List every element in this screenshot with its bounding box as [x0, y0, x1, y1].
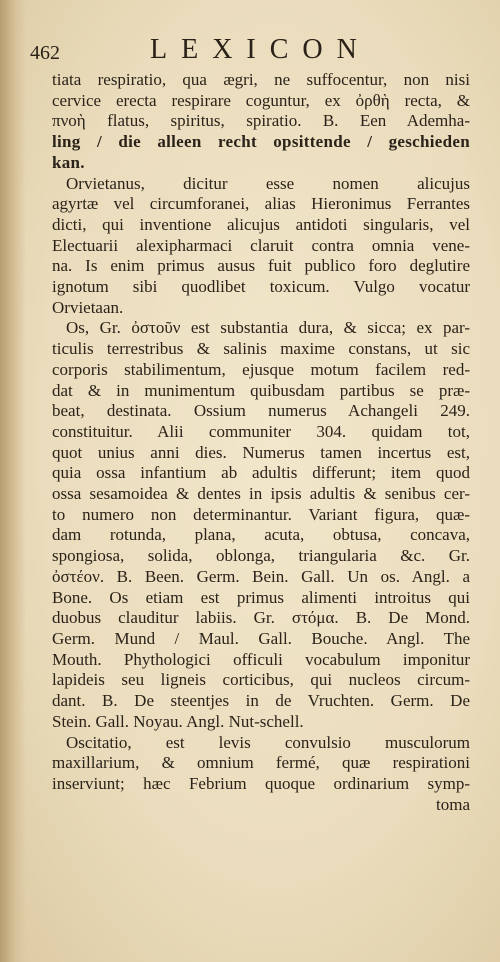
text-line: corporis stabilimentum, ejusque motum facilem red- — [52, 359, 470, 379]
running-head: LEXICON — [150, 34, 371, 65]
text-line: Oscitatio, est levis convulsio musculorum — [66, 732, 470, 752]
text-line: dicti, qui inventione alicujus antidoti singularis, vel — [52, 214, 470, 234]
text-line: πνοὴ flatus, spiritus, spiratio. B. Een Ademha- — [52, 111, 470, 131]
text-line: to numero non determinantur. Variant figura, quæ- — [52, 504, 470, 524]
text-line: Bone. Os etiam est primus alimenti introitus qui — [52, 587, 470, 607]
text-line: ling / die alleen recht opsittende / geschieden — [52, 132, 470, 152]
text-line: dam rotunda, plana, acuta, obtusa, concava, — [52, 525, 470, 545]
text-line: tiata respiratio, qua ægri, ne suffocentur, non nisi — [52, 70, 470, 89]
text-line: Electuarii alexipharmaci claruit contra omnia vene- — [52, 235, 470, 255]
text-line: constituitur. Alii communiter 304. quidam tot, — [52, 421, 470, 441]
text-line: lapideis seu ligneis corticibus, qui nucleos circum- — [52, 670, 470, 690]
text-line: Stein. Gall. Noyau. Angl. Nut-schell. — [52, 711, 304, 731]
text-line: kan. — [52, 152, 85, 172]
text-line: Orvietanus, dicitur esse nomen alicujus — [66, 173, 470, 193]
text-line: spongiosa, solida, oblonga, triangularia &c. Gr. — [52, 546, 470, 566]
text-line: ossa sesamoidea & dentes in ipsis adultis & senibus cer- — [52, 484, 470, 504]
text-line: agyrtæ vel circumforanei, alias Hieronimus Ferrantes — [52, 194, 470, 214]
text-line: toma — [436, 794, 470, 814]
page-gutter-shadow — [0, 0, 26, 962]
text-line: inserviunt; hæc Febrium quoque ordinarium symp- — [52, 773, 470, 793]
text-line: ignotum sibi quodlibet toxicum. Vulgo vocatur — [52, 277, 470, 297]
text-line: cervice erecta respirare coguntur, ex ὀρθὴ recta, & — [52, 90, 470, 110]
text-line: duobus clauditur labiis. Gr. στόμα. B. De Mond. — [52, 608, 470, 628]
page-number: 462 — [30, 42, 60, 64]
text-line: ticulis terrestribus & salinis maxime constans, ut sic — [52, 339, 470, 359]
text-line: ὀστέον. B. Been. Germ. Bein. Gall. Un os. Angl. a — [52, 566, 470, 586]
text-line: Os, Gr. ὀστοῦν est substantia dura, & sicca; ex par- — [66, 318, 470, 338]
body-text — [52, 70, 470, 815]
text-line: dant. B. De steentjes in de Vruchten. Germ. De — [52, 691, 470, 711]
text-line: Mouth. Phythologici officuli vocabulum imponitur — [52, 649, 470, 669]
text-line: beat, destinata. Ossium numerus Achangeli 249. — [52, 401, 470, 421]
page-header — [0, 34, 500, 74]
text-line: Germ. Mund / Maul. Gall. Bouche. Angl. The — [52, 628, 470, 648]
text-line: maxillarium, & omnium fermé, quæ respirationi — [52, 753, 470, 773]
text-line: dat & in munimentum quibusdam partibus se præ- — [52, 380, 470, 400]
text-line: na. Is enim primus ausus fuit publico foro deglutire — [52, 256, 470, 276]
text-line: Orvietaan. — [52, 297, 124, 317]
text-line: quia ossa infantium ab adultis differunt; item quod — [52, 463, 470, 483]
text-line: quot unius anni dies. Numerus tamen incertus est, — [52, 442, 470, 462]
